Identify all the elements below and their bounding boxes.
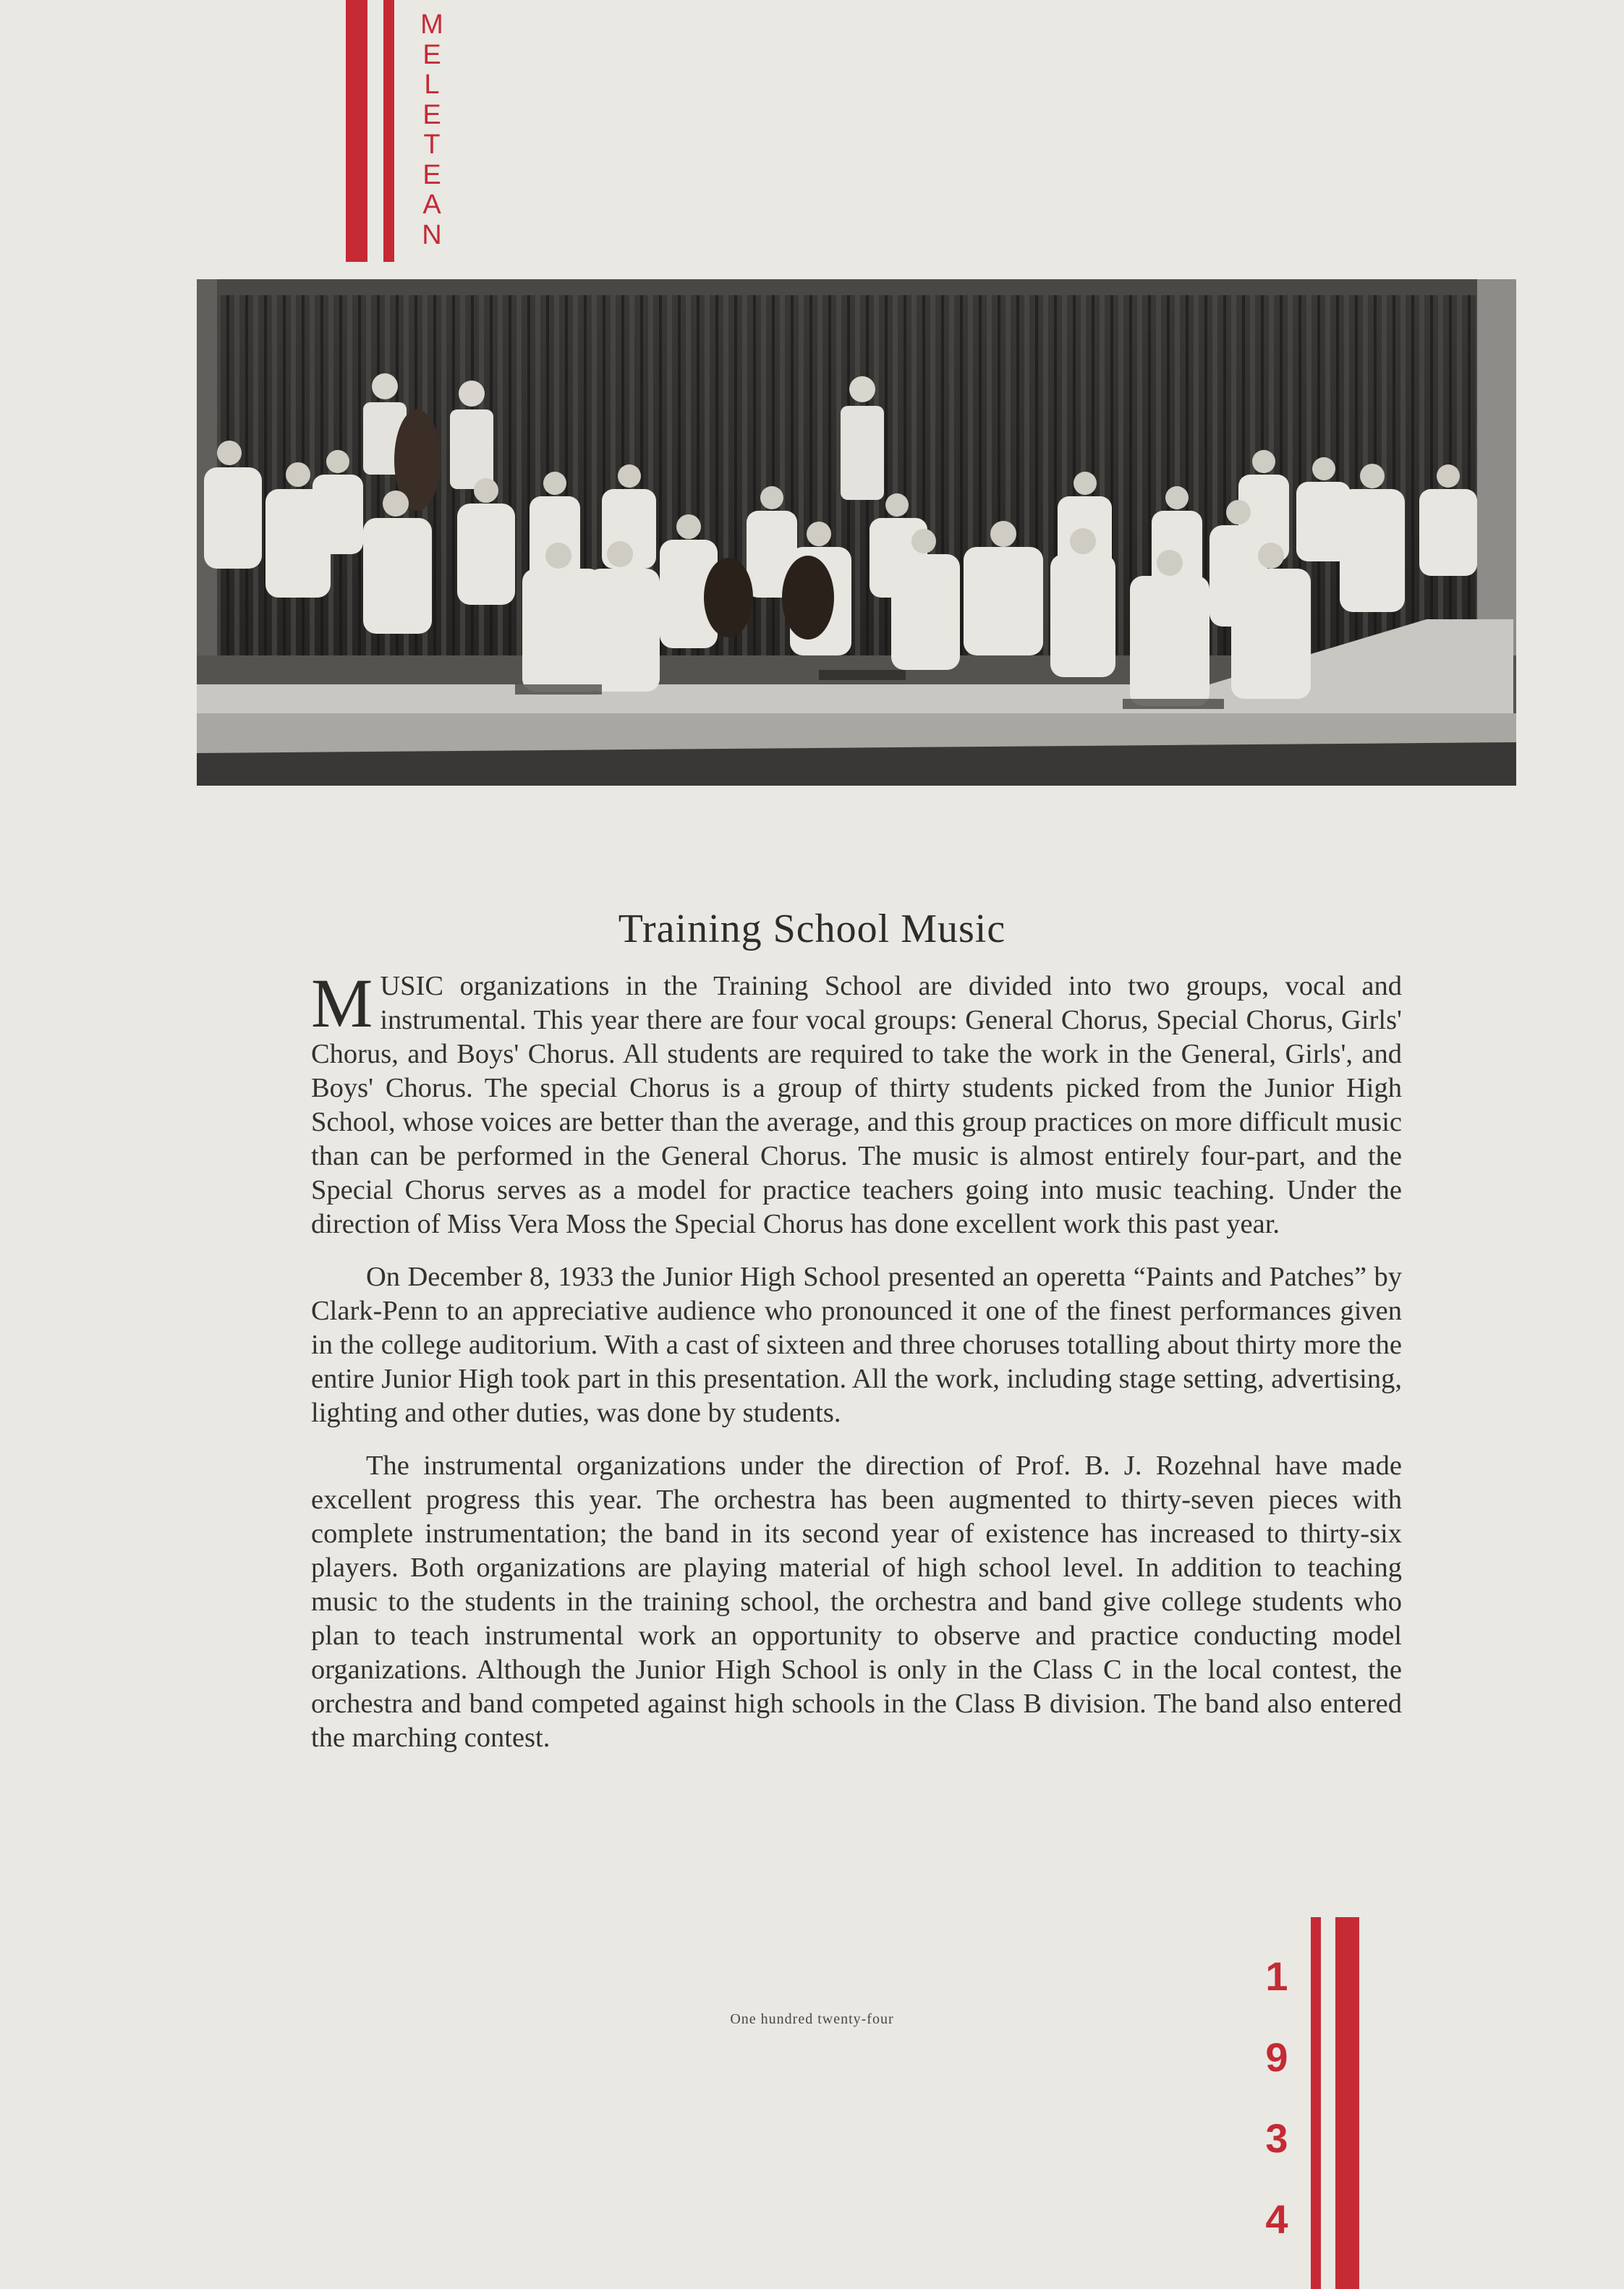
drop-cap: M (311, 964, 373, 1042)
orchestra-photo-illustration (197, 279, 1516, 786)
paragraph-1-text: USIC organizations in the Training School are divided into two groups, vocal and instrumental. This year there are four vocal groups: General Chorus, Special Chorus, Girls' Chorus, and Boys' Chorus. All students are required to take the work in the General, Girls', and Boys' Chorus. The special Chorus is a group of thirty students picked from the Junior High School, whose voices are better than the average, and this group practices on more difficult music than can be performed in the General Chorus. The music is almost entirely four-part, and the Special Chorus serves as a model for practice teachers going into music teaching. Under the direction of Miss Vera Moss the Special Chorus has done excellent work this past year. (311, 971, 1402, 1239)
orchestra-photo (197, 279, 1516, 786)
article-body (311, 964, 1402, 1774)
page-number-label: One hundred twenty-four (730, 2011, 894, 2027)
decorative-bar-left-thin (383, 0, 394, 262)
paragraph-2: On December 8, 1933 the Junior High School presented an operetta “Paints and Patches” by Clark-Penn to an appreciative audience who pronounced it one of the finest performances given in the college auditorium. With a cast of sixteen and three choruses totalling about thirty more the entire Junior High took part in this presentation. All the work, including stage setting, advertising, lighting and other duties, was done by students. (311, 1262, 1402, 1428)
yearbook-title-vertical: M E L E T E A N (420, 9, 443, 250)
decorative-bar-right-thin (1311, 1917, 1321, 2289)
decorative-bar-left-thick (346, 0, 367, 262)
paragraph-3: The instrumental organizations under the direction of Prof. B. J. Rozehnal have made excellent progress this year. The orchestra has been augmented to thirty-seven pieces with complete instrumentation; the band in its second year of existence has increased to thirty-six players. Both organizations are playing material of high school level. In addition to teaching music to the students in the training school, the orchestra and band give college students who plan to teach instrumental work an opportunity to observe and practice conducting model organizations. Although the Junior High School is only in the Class C in the local contest, the orchestra and band competed against high schools in the Class B division. The band also entered the marching contest. (311, 1451, 1402, 1753)
year-vertical: 1 9 3 4 (1265, 1953, 1288, 2242)
decorative-bar-right-thick (1335, 1917, 1359, 2289)
paragraph-1 (311, 964, 1402, 1241)
article-title: Training School Music (618, 906, 1006, 951)
